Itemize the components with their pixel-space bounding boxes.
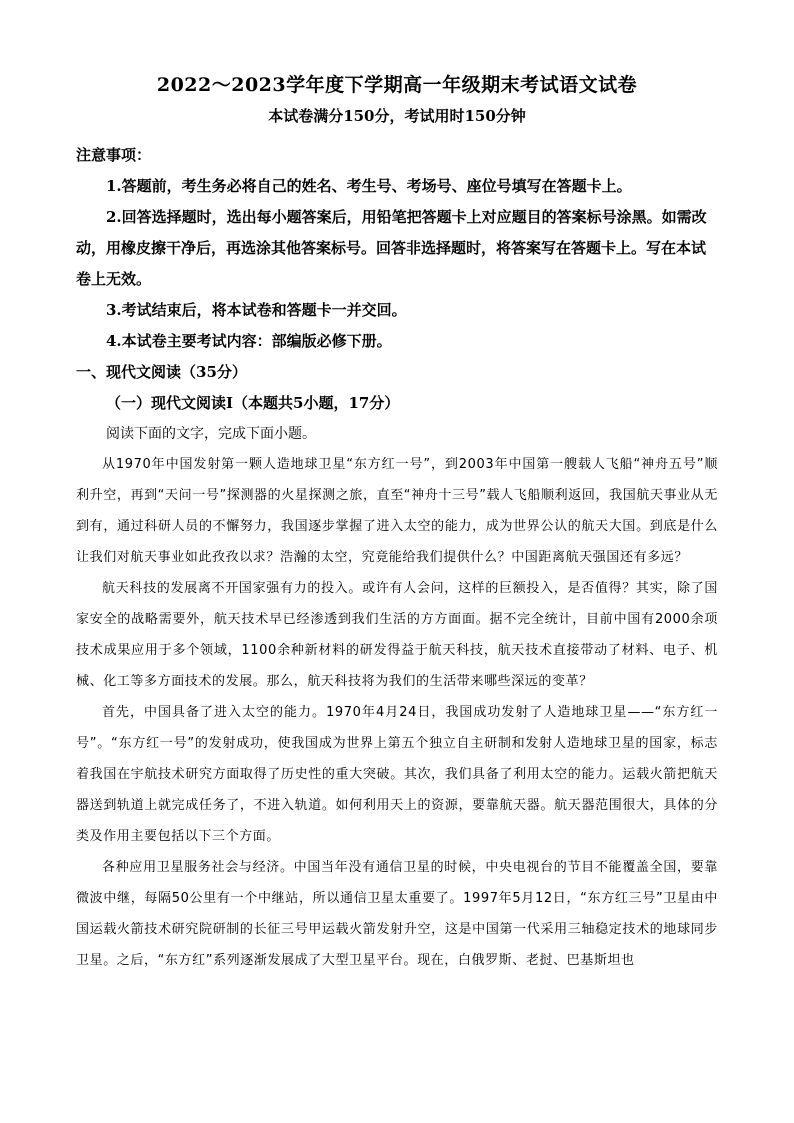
reading-instruction: 阅读下面的文字，完成下面小题。 [106,426,316,442]
section-title: 一、现代文阅读（35分） [76,363,247,381]
notice-item: 4.本试卷主要考试内容：部编版必修下册。 [106,332,392,350]
notice-item: 2.回答选择题时，选出每小题答案后，用铅笔把答题卡上对应题目的答案标号涂黑。如需改动，用橡皮擦干净后，再选涂其他答案标号。回答非选择题时，将答案写在答题卡上。写在本试卷上无效。 [76,208,707,288]
subsection-title: （一）现代文阅读Ⅰ（本题共5小题，17分） [106,394,400,412]
notice-item: 1.答题前，考生务必将自己的姓名、考生号、考场号、座位号填写在答题卡上。 [106,177,632,195]
page-subtitle: 本试卷满分150分，考试用时150分钟 [268,107,526,125]
passage-paragraph: 从1970年中国发射第一颗人造地球卫星“东方红一号”，到2003年中国第一艘载人飞船“神舟五号”顺利升空，再到“天问一号”探测器的火星探测之旅，直至“神舟十三号”载人飞船顺利返回，我国航天事业从无到有，通过科研人员的不懈努力，我国逐步掌握了进入太空的能力，成为世界公认的航天大国。到底是什么让我们对航天事业如此孜孜以求？浩瀚的太空，究竟能给我们提供什么？中国距离航天强国还有多远？ [76,457,718,565]
notice-heading: 注意事项： [76,146,152,164]
passage-paragraph: 航天科技的发展离不开国家强有力的投入。或许有人会问，这样的巨额投入，是否值得？其实，除了国家安全的战略需要外，航天技术早已经渗透到我们生活的方方面面。据不完全统计，目前中国有2000余项技术成果应用于多个领域，1100余种新材料的研发得益于航天科技，航天技术直接带动了材料、电子、机械、化工等多方面技术的发展。那么，航天科技将为我们的生活带来哪些深远的变革？ [76,581,718,689]
notice-item: 3.考试结束后，将本试卷和答题卡一并交回。 [106,301,407,319]
document-body [76,140,718,976]
passage-paragraph: 首先，中国具备了进入太空的能力。1970年4月24日，我国成功发射了人造地球卫星——“东方红一号”。“东方红一号”的发射成功，使我国成为世界上第五个独立自主研制和发射人造地球卫星的国家，标志着我国在宇航技术研究方面取得了历史性的重大突破。其次，我们具备了利用太空的能力。运载火箭把航天器送到轨道上就完成任务了，不进入轨道。如何利用天上的资源，要靠航天器。航天器范围很大，具体的分类及作用主要包括以下三个方面。 [76,705,718,844]
passage-paragraph: 各种应用卫星服务社会与经济。中国当年没有通信卫星的时候，中央电视台的节目不能覆盖全国，要靠微波中继，每隔50公里有一个中继站，所以通信卫星太重要了。1997年5月12日，“东方红三号”卫星由中国运载火箭技术研究院研制的长征三号甲运载火箭发射升空，这是中国第一代采用三轴稳定技术的地球同步卫星。之后，“东方红”系列逐渐发展成了大型卫星平台。现在，白俄罗斯、老挝、巴基斯坦也 [76,860,718,968]
page-title: 2022～2023学年度下学期高一年级期末考试语文试卷 [156,74,638,96]
